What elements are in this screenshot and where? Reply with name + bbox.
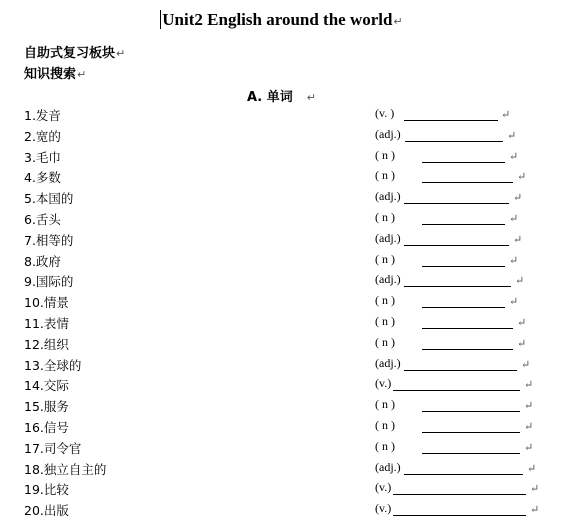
part-of-speech: (v.): [375, 376, 392, 391]
paragraph-mark-icon: ↵: [509, 253, 519, 267]
vocab-row: [0, 271, 563, 291]
vocab-word: 6.舌头: [24, 212, 61, 227]
paragraph-mark-icon: ↵: [521, 357, 531, 371]
answer-blank[interactable]: [422, 432, 520, 433]
vocab-row: [0, 147, 563, 167]
paragraph-mark-icon: ↵: [513, 232, 523, 246]
vocab-word: 12.组织: [24, 336, 69, 352]
part-of-speech: ( n ): [375, 251, 395, 266]
answer-blank[interactable]: [405, 141, 503, 142]
answer-blank[interactable]: [422, 349, 513, 350]
vocab-row: [0, 105, 563, 125]
paragraph-mark-icon: ↵: [393, 16, 403, 28]
vocab-word: 9.国际的: [24, 274, 74, 290]
part-of-speech: (v. ): [375, 106, 395, 120]
part-of-speech: ( n ): [375, 168, 395, 183]
vocab-row: [0, 188, 563, 208]
paragraph-mark-icon: ↵: [509, 212, 519, 225]
vocab-row: [0, 396, 563, 416]
vocab-word: 17.司令官: [24, 440, 82, 456]
vocab-row: [0, 167, 563, 187]
vocab-word: 14.交际: [24, 378, 69, 394]
vocab-word: 13.全球的: [24, 357, 82, 373]
paragraph-mark-icon: ↵: [77, 68, 87, 81]
vocab-row: [0, 417, 563, 437]
vocab-row: [0, 313, 563, 333]
answer-blank[interactable]: [404, 370, 517, 371]
answer-blank[interactable]: [393, 494, 526, 495]
answer-blank[interactable]: [422, 182, 513, 183]
answer-blank[interactable]: [393, 515, 526, 516]
part-of-speech: ( n ): [375, 397, 395, 412]
answer-blank[interactable]: [393, 390, 520, 391]
vocab-row: [0, 209, 563, 229]
paragraph-mark-icon: ↵: [527, 461, 537, 475]
part-of-speech: ( n ): [375, 314, 395, 328]
answer-blank[interactable]: [422, 411, 520, 412]
part-of-speech: (v.): [375, 480, 392, 495]
paragraph-mark-icon: ↵: [501, 108, 511, 121]
vocab-word: 20.出版: [24, 503, 69, 519]
vocab-row: [0, 375, 563, 395]
answer-blank[interactable]: [422, 453, 520, 454]
paragraph-mark-icon: ↵: [116, 47, 126, 60]
part-of-speech: (adj.): [375, 459, 401, 474]
paragraph-mark-icon: ↵: [517, 170, 527, 184]
vocab-row: [0, 500, 563, 520]
vocab-word: 4.多数: [24, 170, 61, 186]
part-of-speech: (adj.): [375, 355, 401, 370]
paragraph-mark-icon: ↵: [515, 274, 525, 288]
document-title: Unit2 English around the world↵: [162, 10, 403, 29]
paragraph-mark-icon: ↵: [530, 503, 540, 517]
part-of-speech: (v.): [375, 501, 392, 516]
section-title-vocabulary: A. 单词 ↵: [247, 90, 316, 105]
vocab-row: [0, 459, 563, 479]
vocab-row: [0, 251, 563, 271]
vocab-row: [0, 292, 563, 312]
part-of-speech: ( n ): [375, 438, 395, 453]
answer-blank[interactable]: [422, 328, 513, 329]
vocab-word: 2.宽的: [24, 128, 61, 144]
part-of-speech: ( n ): [375, 293, 395, 308]
answer-blank[interactable]: [422, 307, 505, 308]
paragraph-mark-icon: ↵: [524, 378, 534, 392]
answer-blank[interactable]: [404, 203, 509, 204]
answer-blank[interactable]: [404, 286, 511, 287]
paragraph-mark-icon: ↵: [530, 482, 540, 496]
answer-blank[interactable]: [404, 474, 523, 475]
vocab-word: 15.服务: [24, 399, 69, 415]
vocab-word: 7.相等的: [24, 232, 74, 248]
vocab-row: [0, 355, 563, 375]
answer-blank[interactable]: [422, 162, 505, 163]
vocab-row: [0, 479, 563, 499]
vocab-word: 16.信号: [24, 420, 69, 435]
paragraph-mark-icon: ↵: [524, 399, 534, 413]
part-of-speech: (adj.): [375, 272, 401, 287]
vocab-word: 8.政府: [24, 253, 61, 269]
part-of-speech: (adj.): [375, 126, 401, 141]
paragraph-mark-icon: ↵: [509, 295, 519, 309]
paragraph-mark-icon: ↵: [513, 191, 523, 205]
heading-self-review: 自助式复习板块↵: [24, 46, 126, 61]
paragraph-mark-icon: ↵: [306, 91, 316, 104]
part-of-speech: (adj.): [375, 189, 401, 204]
paragraph-mark-icon: ↵: [524, 440, 534, 454]
vocab-word: 3.毛巾: [24, 149, 61, 165]
vocab-row: [0, 230, 563, 250]
part-of-speech: ( n ): [375, 418, 395, 432]
part-of-speech: ( n ): [375, 147, 395, 162]
heading-knowledge-search: 知识搜索↵: [24, 67, 87, 82]
part-of-speech: ( n ): [375, 334, 395, 349]
vocab-word: 5.本国的: [24, 191, 74, 207]
answer-blank[interactable]: [404, 245, 509, 246]
paragraph-mark-icon: ↵: [517, 316, 527, 329]
vocab-word: 10.情景: [24, 295, 69, 311]
paragraph-mark-icon: ↵: [509, 149, 519, 163]
answer-blank[interactable]: [404, 120, 498, 121]
part-of-speech: ( n ): [375, 210, 395, 224]
vocab-row: [0, 438, 563, 458]
paragraph-mark-icon: ↵: [517, 336, 527, 350]
vocab-word: 19.比较: [24, 482, 69, 498]
vocab-word: 11.表情: [24, 316, 69, 331]
vocab-row: [0, 126, 563, 146]
vocab-row: [0, 334, 563, 354]
part-of-speech: (adj.): [375, 230, 401, 245]
vocab-word: 1.发音: [24, 108, 61, 123]
paragraph-mark-icon: ↵: [524, 420, 534, 433]
paragraph-mark-icon: ↵: [507, 128, 517, 142]
vocab-word: 18.独立自主的: [24, 461, 107, 477]
answer-blank[interactable]: [422, 224, 505, 225]
answer-blank[interactable]: [422, 266, 505, 267]
